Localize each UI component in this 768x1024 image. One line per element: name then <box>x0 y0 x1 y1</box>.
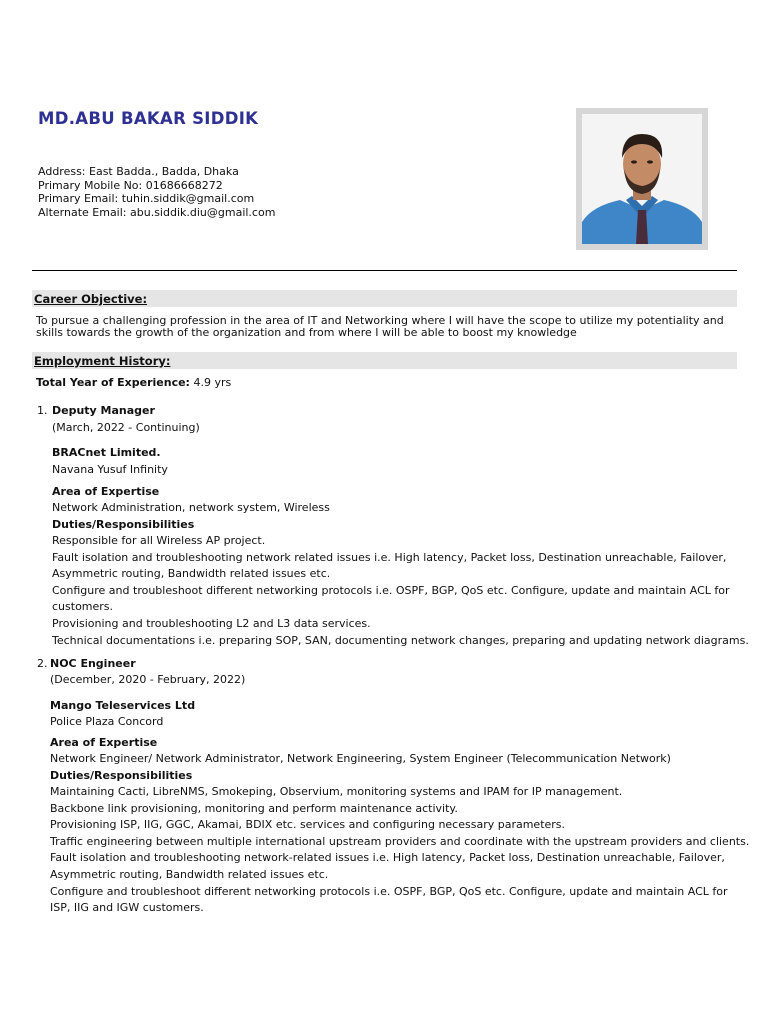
expertise-label: Area of Expertise <box>52 485 160 498</box>
profile-photo <box>576 108 708 250</box>
duty-line: Asymmetric routing, Bandwidth related issues etc. <box>52 567 331 581</box>
duty-line: Provisioning and troubleshooting L2 and L3 data services. <box>52 616 371 630</box>
job-number: 2. <box>37 657 48 670</box>
company-location: Navana Yusuf Infinity <box>52 463 168 476</box>
expertise-label: Area of Expertise <box>50 736 158 749</box>
duty-line: Configure and troubleshoot different networking protocols i.e. OSPF, BGP, QoS etc. Configure, update and maintain ACL for <box>52 583 730 597</box>
address: Address: East Badda., Badda, Dhaka <box>38 165 239 178</box>
duty-line: Fault isolation and troubleshooting network-related issues i.e. High latency, Packet loss, Destination unreachable, Failover, <box>50 851 725 865</box>
duty-line: Technical documentations i.e. preparing SOP, SAN, documenting network changes, preparing and updating network diagrams. <box>52 633 749 647</box>
duty-line: Maintaining Cacti, LibreNMS, Smokeping, Observium, monitoring systems and IPAM for IP management. <box>50 785 623 798</box>
job-number: 1. <box>37 404 48 417</box>
duties-list <box>50 784 749 917</box>
duties-label: Duties/Responsibilities <box>52 518 195 531</box>
portrait-image <box>582 114 702 244</box>
expertise-text: Network Administration, network system, Wireless <box>52 501 330 514</box>
mobile-number: Primary Mobile No: 01686668272 <box>38 178 223 192</box>
duty-line: Fault isolation and troubleshooting network related issues i.e. High latency, Packet loss, Destination unreachable, Failover, <box>52 550 727 564</box>
duty-line: Backbone link provisioning, monitoring and perform maintenance activity. <box>50 801 458 815</box>
duties-list <box>52 533 749 649</box>
duty-line: Responsible for all Wireless AP project. <box>52 534 266 547</box>
duty-line: Configure and troubleshoot different networking protocols i.e. OSPF, BGP, QoS etc. Configure, update and maintain ACL for <box>50 884 728 898</box>
company-name: BRACnet Limited. <box>52 446 161 459</box>
duty-line: Asymmetric routing, Bandwidth related issues etc. <box>50 867 329 881</box>
job-period: (December, 2020 - February, 2022) <box>50 673 246 686</box>
career-objective-header <box>32 290 737 307</box>
job-period: (March, 2022 - Continuing) <box>52 421 200 434</box>
total-experience <box>36 376 231 389</box>
section-title: Career Objective: <box>34 292 148 306</box>
section-title: Employment History: <box>34 354 171 368</box>
job-title: NOC Engineer <box>50 657 136 670</box>
candidate-name: MD.ABU BAKAR SIDDIK <box>38 109 259 128</box>
career-objective-text: To pursue a challenging profession in the area of IT and Networking where I will have the scope to utilize my potentiality and skills towards the growth of the organization and from where I will be able to boost my knowledge <box>36 314 724 340</box>
alternate-email: Alternate Email: abu.siddik.diu@gmail.com <box>38 205 276 219</box>
header-divider <box>32 270 737 271</box>
duty-line: ISP, IIG and IGW customers. <box>50 901 204 915</box>
total-experience-value: 4.9 yrs <box>189 376 232 389</box>
expertise-text: Network Engineer/ Network Administrator, Network Engineering, System Engineer (Telecommunication Network) <box>50 752 671 765</box>
total-experience-label: Total Year of Experience: <box>36 376 190 389</box>
job-title: Deputy Manager <box>52 404 155 417</box>
duties-label: Duties/Responsibilities <box>50 769 193 782</box>
duty-line: Provisioning ISP, IIG, GGC, Akamai, BDIX etc. services and configuring necessary parameters. <box>50 818 566 832</box>
company-location: Police Plaza Concord <box>50 715 164 728</box>
company-name: Mango Teleservices Ltd <box>50 699 196 712</box>
duty-line: Traffic engineering between multiple international upstream providers and coordinate with the upstream providers and clients. <box>50 834 750 848</box>
duty-line: customers. <box>52 600 114 614</box>
contact-info <box>38 165 275 219</box>
primary-email: Primary Email: tuhin.siddik@gmail.com <box>38 192 255 206</box>
employment-history-header <box>32 352 737 369</box>
